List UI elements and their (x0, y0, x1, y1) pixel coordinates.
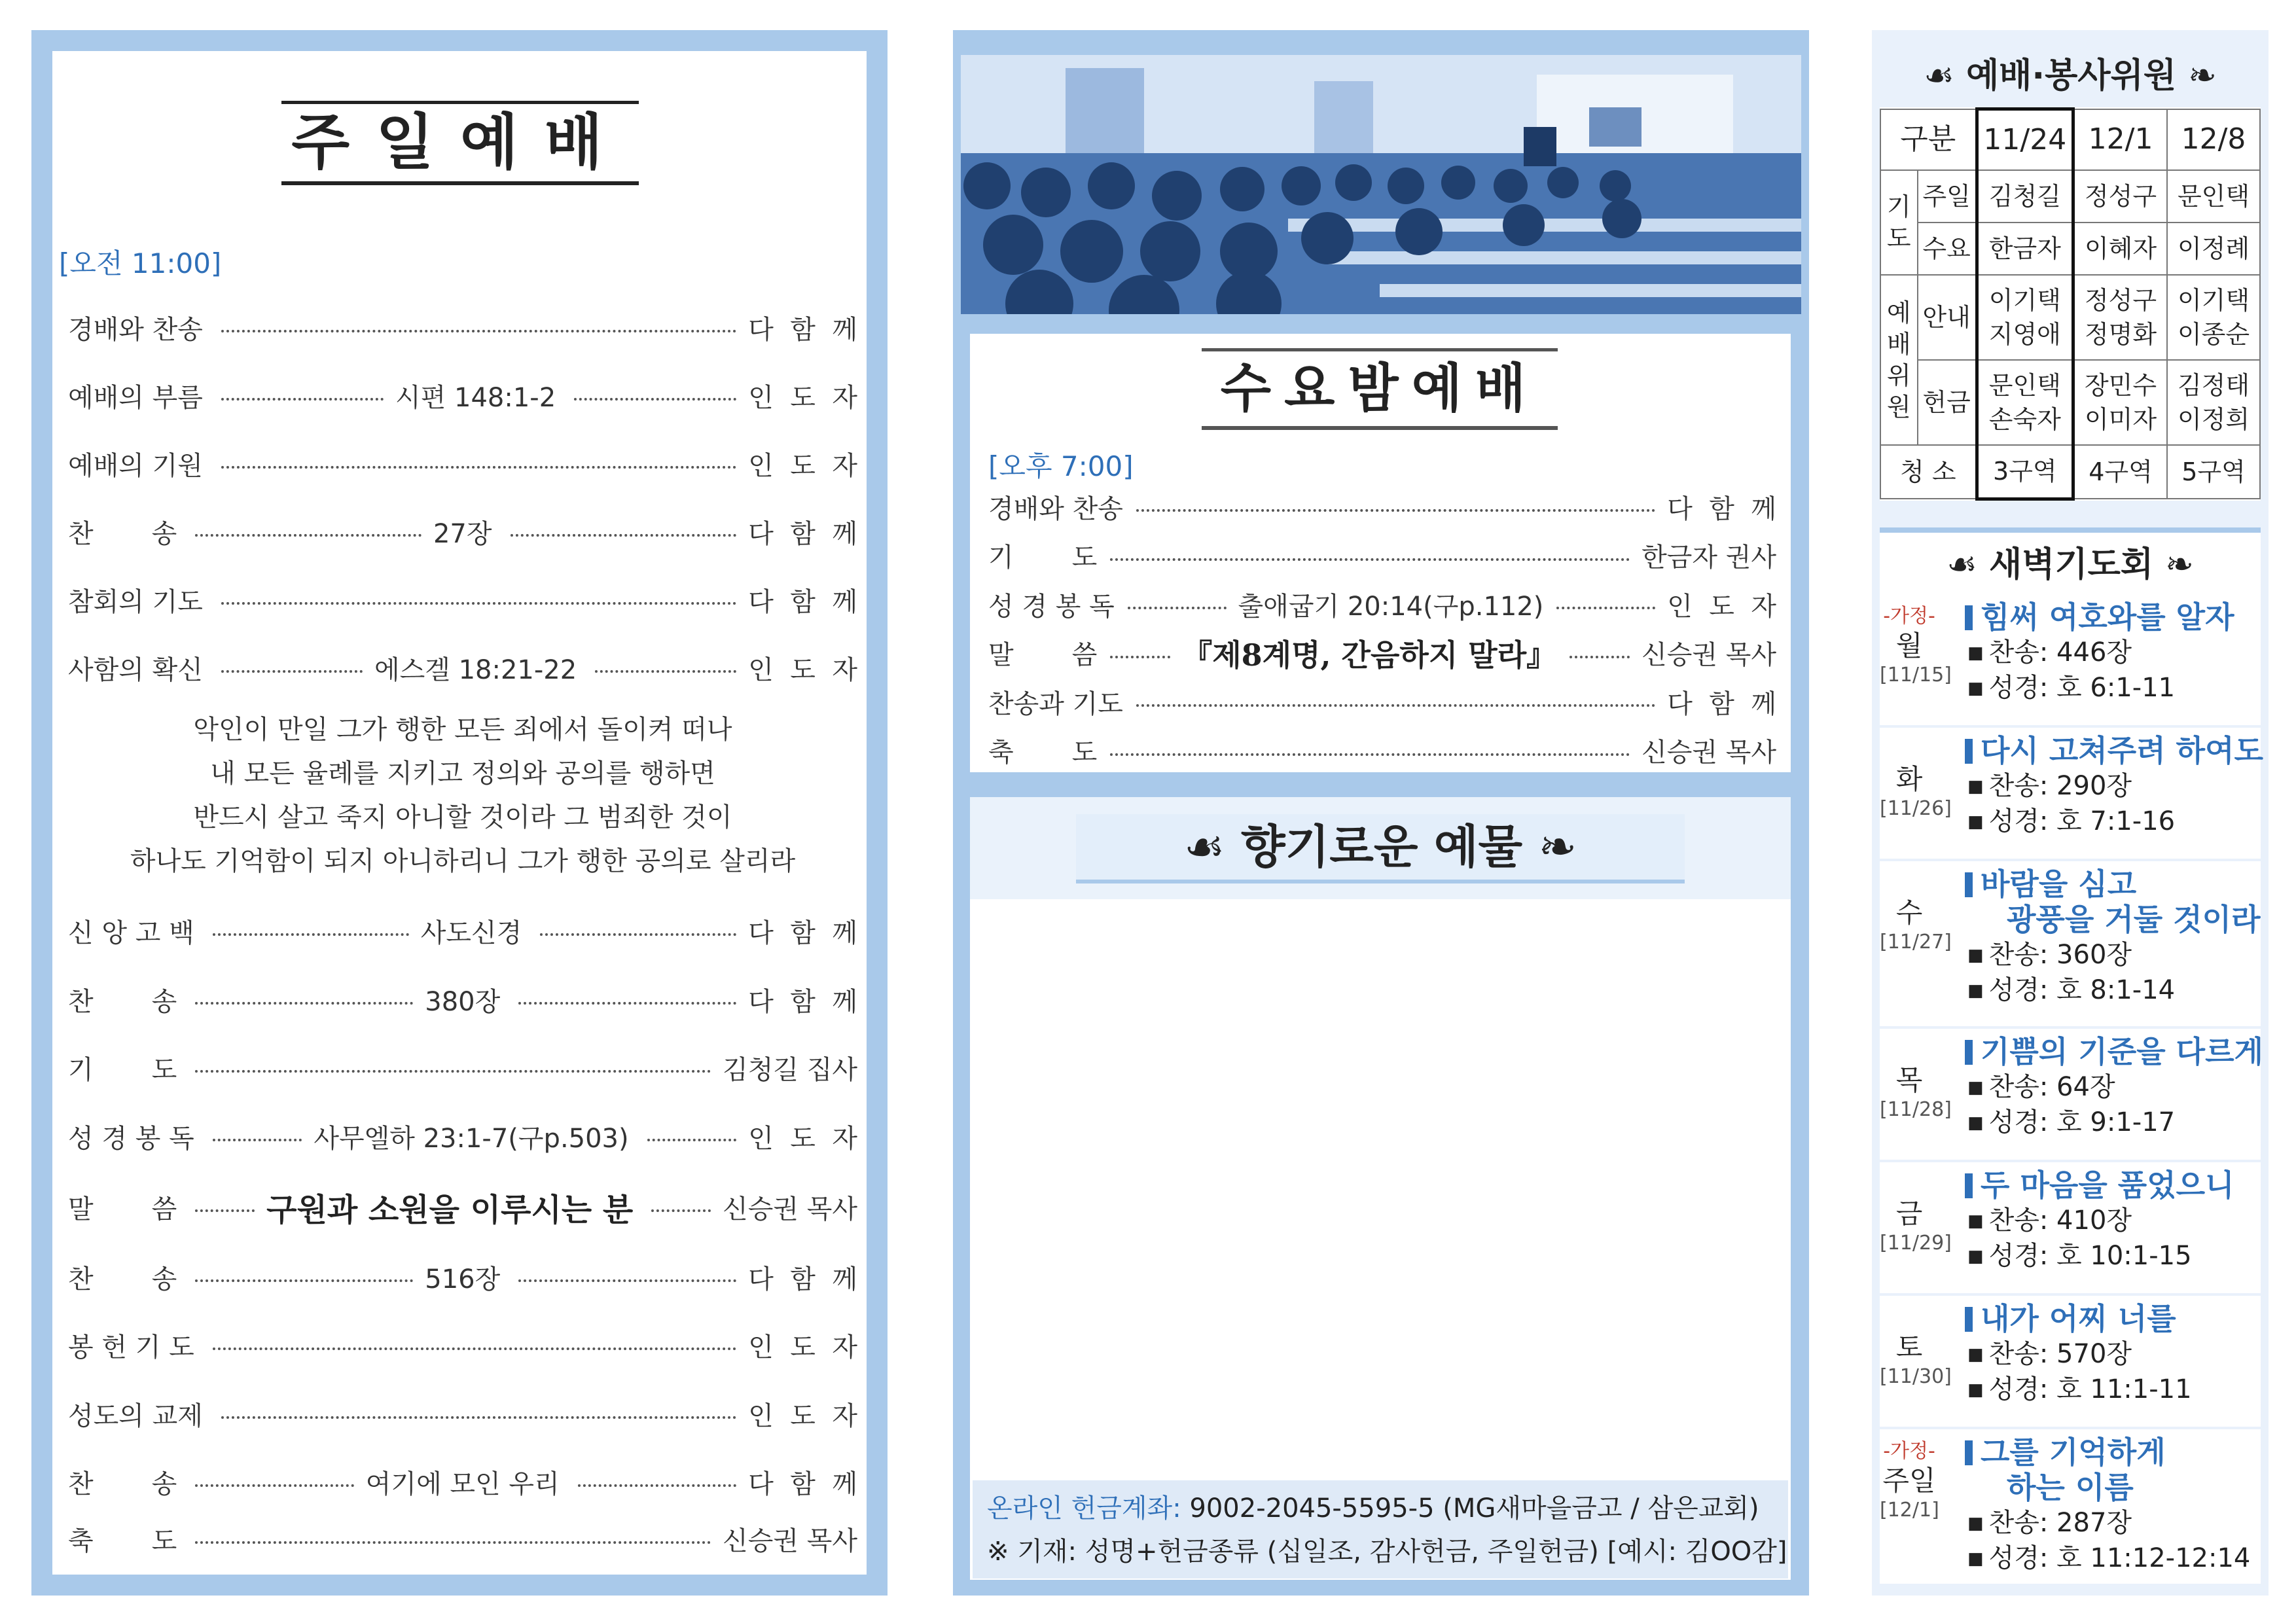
worship-item (988, 732, 1776, 769)
staff-cell: 5구역 (2167, 445, 2260, 499)
day-date: [11/15] (1880, 664, 1952, 687)
sermon-title-line: 광풍을 거둘 것이라 (2007, 902, 2261, 937)
ornament-left-icon: ☙ (1946, 545, 1977, 584)
sermon-title (1965, 1168, 2234, 1203)
staff-sub-label: 주일 (1918, 170, 1977, 223)
leader-dots (195, 534, 422, 537)
sermon-title-line: 힘써 여호와를 알자 (1981, 599, 2234, 635)
bullet-bar-icon (1965, 739, 1973, 764)
bible-line (1967, 1105, 2175, 1141)
item-leader: 다 함 께 (1667, 493, 1776, 524)
staff-cell: 이기택 지영애 (1977, 275, 2073, 360)
staff-cell: 문인택 (2167, 170, 2260, 223)
dawn-day (1880, 1029, 2261, 1160)
worship-item (68, 1519, 857, 1558)
square-bullet-icon: ■ (1967, 777, 1984, 796)
square-bullet-icon: ■ (1967, 1078, 1984, 1097)
leader-dots (518, 1279, 736, 1282)
leader-dots (540, 933, 736, 936)
bible: 성경: 호 9:1-17 (1988, 1107, 2176, 1137)
square-bullet-icon: ■ (1967, 1247, 1984, 1266)
worship-item (68, 911, 857, 950)
staff-group-prayer (1880, 170, 1918, 275)
scripture-verse-line: 반드시 살고 죽지 아니할 것이라 그 범죄한 것이 (193, 802, 732, 832)
day-label (1880, 870, 1952, 955)
staff-cell: 이혜자 (2073, 223, 2167, 275)
item-leader: 다 함 께 (748, 518, 857, 549)
bullet-bar-icon (1965, 1040, 1973, 1065)
day-name: 월 (1895, 630, 1923, 662)
item-detail: 사도신경 (420, 918, 522, 948)
bible-line (1967, 670, 2175, 706)
leader-dots (213, 933, 409, 936)
item-leader: 신승권 목사 (1641, 738, 1776, 768)
square-bullet-icon: ■ (1967, 643, 1984, 663)
ornament-right-icon: ❧ (1538, 820, 1577, 874)
sermon-title (1965, 1435, 2166, 1470)
leader-dots (574, 398, 736, 401)
day-date: [12/1] (1880, 1499, 1939, 1522)
item-label: 경배와 찬송 (68, 314, 203, 345)
sermon-title (1965, 1034, 2263, 1069)
leader-dots (213, 1139, 302, 1141)
leader-dots (1556, 607, 1655, 609)
leader-dots (1136, 509, 1655, 512)
hymn: 찬송: 570장 (1988, 1339, 2132, 1369)
sermon-title-line: 바람을 심고 (1981, 866, 2137, 902)
square-bullet-icon: ■ (1967, 1113, 1984, 1133)
family-tag: -가정- (1883, 1440, 1935, 1463)
family-tag-empty (1880, 737, 1939, 763)
hymn: 찬송: 360장 (1988, 940, 2132, 970)
day-label (1880, 1438, 1939, 1524)
sermon-title (2007, 902, 2261, 937)
staff-group-label: 기도 (1886, 192, 1911, 253)
item-detail: 사무엘하 23:1-7(구p.503) (314, 1123, 629, 1154)
sermon-title-line: 내가 어찌 너를 (1981, 1301, 2176, 1336)
staff-header-cell: 12/1 (2073, 109, 2167, 171)
offering-title-text: 향기로운 예물 (1241, 820, 1523, 874)
day-date: [11/28] (1880, 1098, 1952, 1121)
worship-item (68, 1187, 857, 1226)
staff-sub-label: 안내 (1918, 275, 1977, 360)
bullet-bar-icon (1965, 1440, 1973, 1465)
day-label (1880, 1038, 1952, 1123)
staff-group-service (1880, 275, 1918, 445)
ornament-right-icon: ❧ (2165, 545, 2194, 584)
staff-cell: 4구역 (2073, 445, 2167, 499)
ornament-left-icon: ☙ (1924, 56, 1954, 96)
item-detail: 시편 148:1-2 (395, 382, 556, 413)
sermon-title: 『제8계명, 간음하지 말라』 (1182, 637, 1557, 673)
item-leader: 신승권 목사 (1641, 640, 1777, 670)
leader-dots (518, 1002, 736, 1005)
sermon-title-line: 하는 이름 (2007, 1470, 2134, 1505)
leader-dots (195, 1484, 354, 1487)
item-leader: 김청길 집사 (723, 1054, 857, 1085)
item-label: 찬 송 (68, 1469, 177, 1499)
item-detail: 380장 (425, 986, 501, 1017)
offering-account-box (973, 1480, 1788, 1578)
bible: 성경: 호 8:1-14 (1988, 975, 2176, 1005)
worship-item (988, 683, 1776, 720)
worship-item (68, 580, 857, 619)
hymn-line (1967, 1336, 2132, 1372)
staff-cell: 정성구 정명화 (2073, 275, 2167, 360)
leader-dots (221, 670, 363, 673)
sermon-title (1965, 866, 2136, 902)
item-leader: 다 함 께 (748, 1264, 858, 1294)
sermon-title (1965, 1301, 2176, 1336)
square-bullet-icon: ■ (1967, 946, 1984, 965)
leader-dots (221, 398, 384, 401)
staff-header-cell: 11/24 (1977, 109, 2073, 171)
worship-item (988, 635, 1776, 671)
account-number: 9002-2045-5595-5 (MG새마을금고 / 삼은교회) (1189, 1493, 1759, 1524)
square-bullet-icon: ■ (1967, 1549, 1984, 1569)
staff-row (1880, 360, 2260, 445)
worship-item (68, 1116, 857, 1156)
staff-title (1880, 43, 2261, 113)
item-leader: 인 도 자 (748, 1123, 858, 1154)
family-tag-empty (1880, 870, 1939, 897)
account-label: 온라인 헌금계좌: (987, 1493, 1181, 1524)
dawn-day (1880, 1429, 2261, 1584)
item-label: 찬 송 (68, 1264, 177, 1294)
sermon-title-line: 다시 고쳐주려 하여도 (1981, 733, 2263, 768)
worship-item (68, 512, 857, 551)
item-leader: 다 함 께 (748, 918, 857, 948)
day-name: 주일 (1882, 1465, 1936, 1497)
sermon-title-line: 기쁨의 기준을 다르게 (1981, 1034, 2263, 1069)
worship-item (68, 980, 857, 1019)
leader-dots (195, 1209, 255, 1212)
leader-dots (195, 1279, 413, 1282)
staff-row-cleaning (1880, 445, 2260, 499)
leader-dots (647, 1139, 737, 1141)
worship-item (68, 376, 857, 415)
sermon-title-line: 그를 기억하게 (1981, 1435, 2166, 1470)
offering-panel (970, 797, 1791, 1580)
item-leader: 인 도 자 (748, 1332, 857, 1363)
item-leader: 다 함 께 (748, 586, 857, 617)
square-bullet-icon: ■ (1967, 1211, 1984, 1231)
day-name: 목 (1895, 1064, 1923, 1096)
bullet-bar-icon (1965, 1307, 1973, 1332)
item-leader: 신승권 목사 (723, 1194, 857, 1224)
staff-cell: 장민수 이미자 (2073, 360, 2167, 445)
offering-note: ※ 기재: 성명+헌금종류 (십일조, 감사헌금, 주일헌금) [예시: 김OO감] (987, 1537, 1787, 1567)
bible: 성경: 호 6:1-11 (1988, 673, 2176, 703)
wednesday-title: 수요밤예배 (1202, 348, 1558, 430)
leader-dots (511, 534, 737, 537)
square-bullet-icon: ■ (1967, 812, 1984, 832)
leader-dots (195, 1070, 711, 1073)
sermon-title (2007, 1470, 2134, 1505)
sermon-title (1965, 599, 2234, 635)
family-tag: -가정- (1883, 605, 1935, 628)
item-detail: 516장 (425, 1264, 501, 1294)
hymn-line (1967, 1505, 2132, 1541)
worship-item (68, 648, 857, 687)
item-label: 찬 송 (68, 518, 177, 549)
leader-dots (213, 1347, 737, 1350)
hymn-line (1967, 635, 2132, 671)
day-name: 화 (1895, 763, 1923, 795)
bible-line (1967, 1541, 2250, 1577)
item-leader: 다 함 께 (748, 314, 857, 345)
bible-line (1967, 1372, 2192, 1408)
bible-line (1967, 1238, 2192, 1274)
worship-item (68, 308, 857, 347)
staff-header-cell: 구분 (1880, 109, 1977, 171)
staff-cell: 3구역 (1977, 445, 2073, 499)
day-date: [11/26] (1880, 797, 1952, 820)
item-label: 찬송과 기도 (988, 688, 1123, 719)
scripture-verse-line: 하나도 기억함이 되지 아니하리니 그가 행한 공의로 살리라 (130, 846, 796, 876)
bullet-bar-icon (1965, 605, 1973, 630)
hymn-line (1967, 1069, 2115, 1105)
dawn-day (1880, 1162, 2261, 1293)
staff-header-row (1880, 109, 2260, 171)
day-date: [11/27] (1880, 931, 1952, 954)
worship-item (988, 537, 1776, 574)
item-label: 참회의 기도 (68, 586, 203, 617)
dawn-day (1880, 861, 2261, 1026)
staff-cell: 문인택 손숙자 (1977, 360, 2073, 445)
item-label: 성도의 교제 (68, 1400, 203, 1431)
sermon-title: 구원과 소원을 이루시는 분 (266, 1191, 634, 1228)
item-label: 찬 송 (68, 986, 177, 1017)
staff-group-label: 예배위원 (1886, 298, 1911, 421)
item-label: 기 도 (68, 1054, 177, 1085)
square-bullet-icon: ■ (1967, 1345, 1984, 1364)
hymn: 찬송: 446장 (1988, 637, 2132, 668)
item-leader: 한금자 권사 (1641, 543, 1776, 573)
item-leader: 인 도 자 (748, 1400, 857, 1431)
leader-dots (595, 670, 736, 673)
square-bullet-icon: ■ (1967, 1380, 1984, 1400)
staff-cell: 정성구 (2073, 170, 2167, 223)
leader-dots (1110, 656, 1170, 658)
worship-item (68, 1048, 857, 1087)
item-label: 말 씀 (68, 1194, 177, 1224)
sunday-time: [오전 11:00] (59, 247, 222, 279)
wednesday-time: [오후 7:00] (988, 450, 1134, 482)
bible: 성경: 호 7:1-16 (1988, 806, 2176, 836)
leader-dots (221, 466, 736, 469)
item-label: 성 경 봉 독 (68, 1123, 194, 1154)
item-label: 사함의 확신 (68, 654, 203, 685)
staff-sub-label: 청 소 (1880, 445, 1977, 499)
hymn: 찬송: 287장 (1988, 1508, 2132, 1538)
item-label: 예배의 기원 (68, 450, 203, 481)
item-leader: 인 도 자 (748, 654, 858, 685)
staff-cell: 한금자 (1977, 223, 2073, 275)
day-date: [11/29] (1880, 1232, 1952, 1255)
leader-dots (221, 330, 736, 332)
square-bullet-icon: ■ (1967, 679, 1984, 698)
staff-cell: 이정례 (2167, 223, 2260, 275)
staff-row (1880, 275, 2260, 360)
staff-table (1880, 107, 2261, 501)
day-label (1880, 603, 1952, 688)
worship-item (68, 444, 857, 483)
scripture-verse-line: 악인이 만일 그가 행한 모든 죄에서 돌이켜 떠나 (193, 715, 732, 745)
staff-cell: 이기택 이종순 (2167, 275, 2260, 360)
item-label: 성 경 봉 독 (988, 591, 1115, 622)
ornament-left-icon: ☙ (1183, 820, 1225, 874)
day-label (1880, 1305, 1952, 1390)
family-tag-empty (1880, 1305, 1939, 1331)
day-name: 금 (1895, 1198, 1923, 1230)
item-detail: 27장 (433, 518, 492, 549)
staff-sub-label: 헌금 (1918, 360, 1977, 445)
hymn: 찬송: 64장 (1988, 1072, 2115, 1102)
scripture-verse-line: 내 모든 율례를 지키고 정의와 공의를 행하면 (210, 758, 715, 789)
dawn-prayer-title (1880, 527, 2261, 602)
day-label (1880, 737, 1952, 822)
staff-sub-label: 수요 (1918, 223, 1977, 275)
bible-line (1967, 972, 2175, 1008)
worship-item (68, 1325, 857, 1364)
item-leader: 다 함 께 (748, 1469, 857, 1499)
bible: 성경: 호 11:12-12:14 (1988, 1543, 2251, 1573)
family-tag-empty (1880, 1038, 1939, 1064)
bible-line (1967, 804, 2175, 840)
item-leader: 다 함 께 (1667, 688, 1776, 719)
item-leader: 인 도 자 (1667, 591, 1777, 622)
item-label: 예배의 부름 (68, 382, 203, 413)
family-tag-empty (1880, 1171, 1939, 1198)
dawn-day (1880, 1296, 2261, 1427)
leader-dots (1570, 656, 1630, 658)
item-label: 신 앙 고 백 (68, 918, 194, 948)
item-label: 축 도 (988, 738, 1098, 768)
item-leader: 인 도 자 (748, 450, 857, 481)
item-label: 경배와 찬송 (988, 493, 1123, 524)
leader-dots (1128, 607, 1227, 609)
bible: 성경: 호 11:1-11 (1988, 1374, 2192, 1404)
sunday-title: 주일예배 (281, 101, 639, 185)
hymn-line (1967, 768, 2132, 804)
leader-dots (221, 602, 736, 605)
leader-dots (1110, 558, 1630, 561)
item-label: 기 도 (988, 543, 1098, 573)
bullet-bar-icon (1965, 872, 1973, 897)
leader-dots (195, 1002, 413, 1005)
item-detail: 에스겔 18:21-22 (374, 654, 577, 685)
item-detail: 출애굽기 20:14(구p.112) (1238, 591, 1544, 622)
worship-item (68, 1462, 857, 1501)
item-detail: 여기에 모인 우리 (365, 1469, 560, 1499)
item-label: 축 도 (68, 1525, 177, 1556)
bullet-bar-icon (1965, 1173, 1973, 1198)
day-label (1880, 1171, 1952, 1257)
staff-title-text: 예배·봉사위원 (1965, 56, 2177, 96)
worship-item (988, 586, 1776, 622)
day-date: [11/30] (1880, 1365, 1952, 1388)
hymn-line (1967, 1203, 2132, 1239)
offering-title (1076, 814, 1685, 883)
worship-photo (961, 55, 1801, 314)
item-leader: 신승권 목사 (723, 1525, 857, 1556)
item-leader: 인 도 자 (748, 382, 858, 413)
leader-dots (195, 1541, 711, 1544)
day-name: 토 (1895, 1331, 1923, 1363)
item-leader: 다 함 께 (748, 986, 858, 1017)
leader-dots (578, 1484, 737, 1487)
worship-item (68, 1394, 857, 1433)
square-bullet-icon: ■ (1967, 981, 1984, 1001)
square-bullet-icon: ■ (1967, 1514, 1984, 1533)
leader-dots (1110, 753, 1630, 756)
bible: 성경: 호 10:1-15 (1988, 1241, 2192, 1271)
day-name: 수 (1895, 897, 1923, 929)
dawn-title-text: 새벽기도회 (1988, 545, 2154, 584)
hymn-line (1967, 937, 2132, 973)
leader-dots (651, 1209, 711, 1212)
staff-header-cell: 12/8 (2167, 109, 2260, 171)
sermon-title-line: 두 마음을 품었으니 (1981, 1168, 2234, 1203)
dawn-day (1880, 728, 2261, 859)
staff-cell: 김정태 이정희 (2167, 360, 2260, 445)
worship-item (988, 488, 1776, 525)
hymn: 찬송: 290장 (1988, 771, 2132, 801)
staff-row (1880, 170, 2260, 223)
item-label: 봉 헌 기 도 (68, 1332, 194, 1363)
leader-dots (221, 1416, 736, 1419)
dawn-day (1880, 594, 2261, 725)
worship-item (68, 1257, 857, 1296)
staff-cell: 김청길 (1977, 170, 2073, 223)
item-label: 말 씀 (988, 640, 1098, 670)
leader-dots (1136, 704, 1655, 707)
staff-row (1880, 223, 2260, 275)
ornament-right-icon: ❧ (2188, 56, 2217, 96)
hymn: 찬송: 410장 (1988, 1205, 2132, 1236)
sermon-title (1965, 733, 2263, 768)
